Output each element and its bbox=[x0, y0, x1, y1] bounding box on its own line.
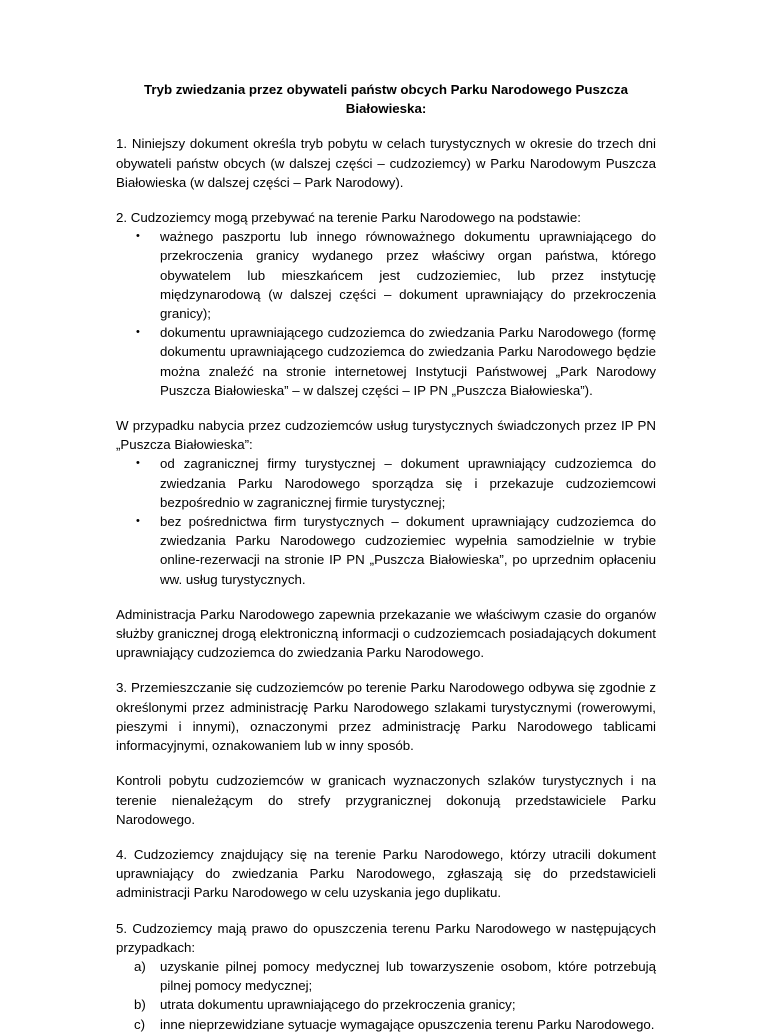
paragraph-4: Administracja Parku Narodowego zapewnia przekazanie we właściwym czasie do organów służby granicznej drogą elektroniczną informacji o cudzoziemcach posiadających dokument uprawniający cudzoziemca do zwiedzania Parku Narodowego. bbox=[116, 606, 656, 661]
paragraph-7: 4. Cudzoziemcy znajdujący się na terenie Parku Narodowego, którzy utracili dokument uprawniający do zwiedzania Parku Narodowego, zgłaszają się do przedstawicieli administracji Parku Narodowego w celu uzyskania jego duplikatu. bbox=[116, 846, 656, 901]
paragraph-6: Kontroli pobytu cudzoziemców w granicach wyznaczonych szlaków turystycznych i na terenie nienależącym do strefy przygranicznej dokonują przedstawiciele Parku Narodowego. bbox=[116, 773, 656, 827]
bullet-icon: • bbox=[136, 457, 140, 470]
paragraph-2-list bbox=[116, 227, 656, 400]
list-item: • dokumentu uprawniającego cudzoziemca do zwiedzania Parku Narodowego (formę dokumentu uprawniającego cudzoziemca do zwiedzania Parku Narodowego będzie można znaleźć na stronie internetowej Instytucji Państwowej „Park Narodowy Puszcza Białowieska” – w dalszej części – IP PN „Puszcza Białowieska”). bbox=[136, 325, 656, 398]
bullet-icon: • bbox=[136, 515, 140, 528]
paragraph-2: 2. Cudzoziemcy mogą przebywać na terenie Parku Narodowego na podstawie: bbox=[116, 210, 581, 226]
list-item: • ważnego paszportu lub innego równoważnego dokumentu uprawniającego do przekroczenia granicy wydanego przez właściwy organ państwa, którego obywatelem lub mieszkańcem jest cudzoziemiec, lub przez instytucję międzynarodową (w dalszej części – dokument uprawniający do przekroczenia granicy); bbox=[136, 229, 656, 322]
bullet-icon: • bbox=[136, 326, 140, 339]
paragraph-8-list bbox=[116, 957, 656, 1034]
paragraph-3: W przypadku nabycia przez cudzoziemców usług turystycznych świadczonych przez IP PN „Puszcza Białowieska”: bbox=[116, 418, 656, 453]
paragraph-1: 1. Niniejszy dokument określa tryb pobytu w celach turystycznych w okresie do trzech dni obywateli państw obcych (w dalszej części – cudzoziemcy) w Parku Narodowym Puszcza Białowieska (w dalszej części – Park Narodowy). bbox=[116, 136, 656, 190]
list-item: • bez pośrednictwa firm turystycznych – dokument uprawniający cudzoziemca do zwiedzania Parku Narodowego cudzoziemiec wypełnia samodzielnie w trybie online-rezerwacji na stronie IP PN „Puszcza Białowieska”, po uprzednim opłaceniu ww. usług turystycznych. bbox=[136, 514, 656, 587]
list-item: a) uzyskanie pilnej pomocy medycznej lub towarzyszenie osobom, które potrzebują pilnej pomocy medycznej; bbox=[134, 958, 656, 994]
list-item: b) utrata dokumentu uprawniającego do przekroczenia granicy; bbox=[134, 997, 516, 1013]
paragraph-5: 3. Przemieszczanie się cudzoziemców po terenie Parku Narodowego odbywa się zgodnie z określonymi przez administrację Parku Narodowego szlakami turystycznymi (rowerowymi, pieszymi i innymi), oznaczonymi przez administrację Parku Narodowego tablicami informacyjnymi, oznakowaniem lub w inny sposób. bbox=[116, 680, 656, 754]
bullet-icon: • bbox=[136, 230, 140, 243]
paragraph-3-list bbox=[116, 454, 656, 588]
document-title: Tryb zwiedzania przez obywateli państw obcych Parku Narodowego Puszcza Białowieska: bbox=[144, 82, 628, 117]
list-item: c) inne nieprzewidziane sytuacje wymagające opuszczenia terenu Parku Narodowego. bbox=[134, 1016, 655, 1032]
paragraph-8: 5. Cudzoziemcy mają prawo do opuszczenia terenu Parku Narodowego w następujących przypadkach: bbox=[116, 920, 656, 955]
list-item: • od zagranicznej firmy turystycznej – dokument uprawniający cudzoziemca do zwiedzania Parku Narodowego sporządza się i przekazuje cudzoziemcowi bezpośrednio w zagranicznej firmie turystycznej; bbox=[136, 456, 656, 510]
